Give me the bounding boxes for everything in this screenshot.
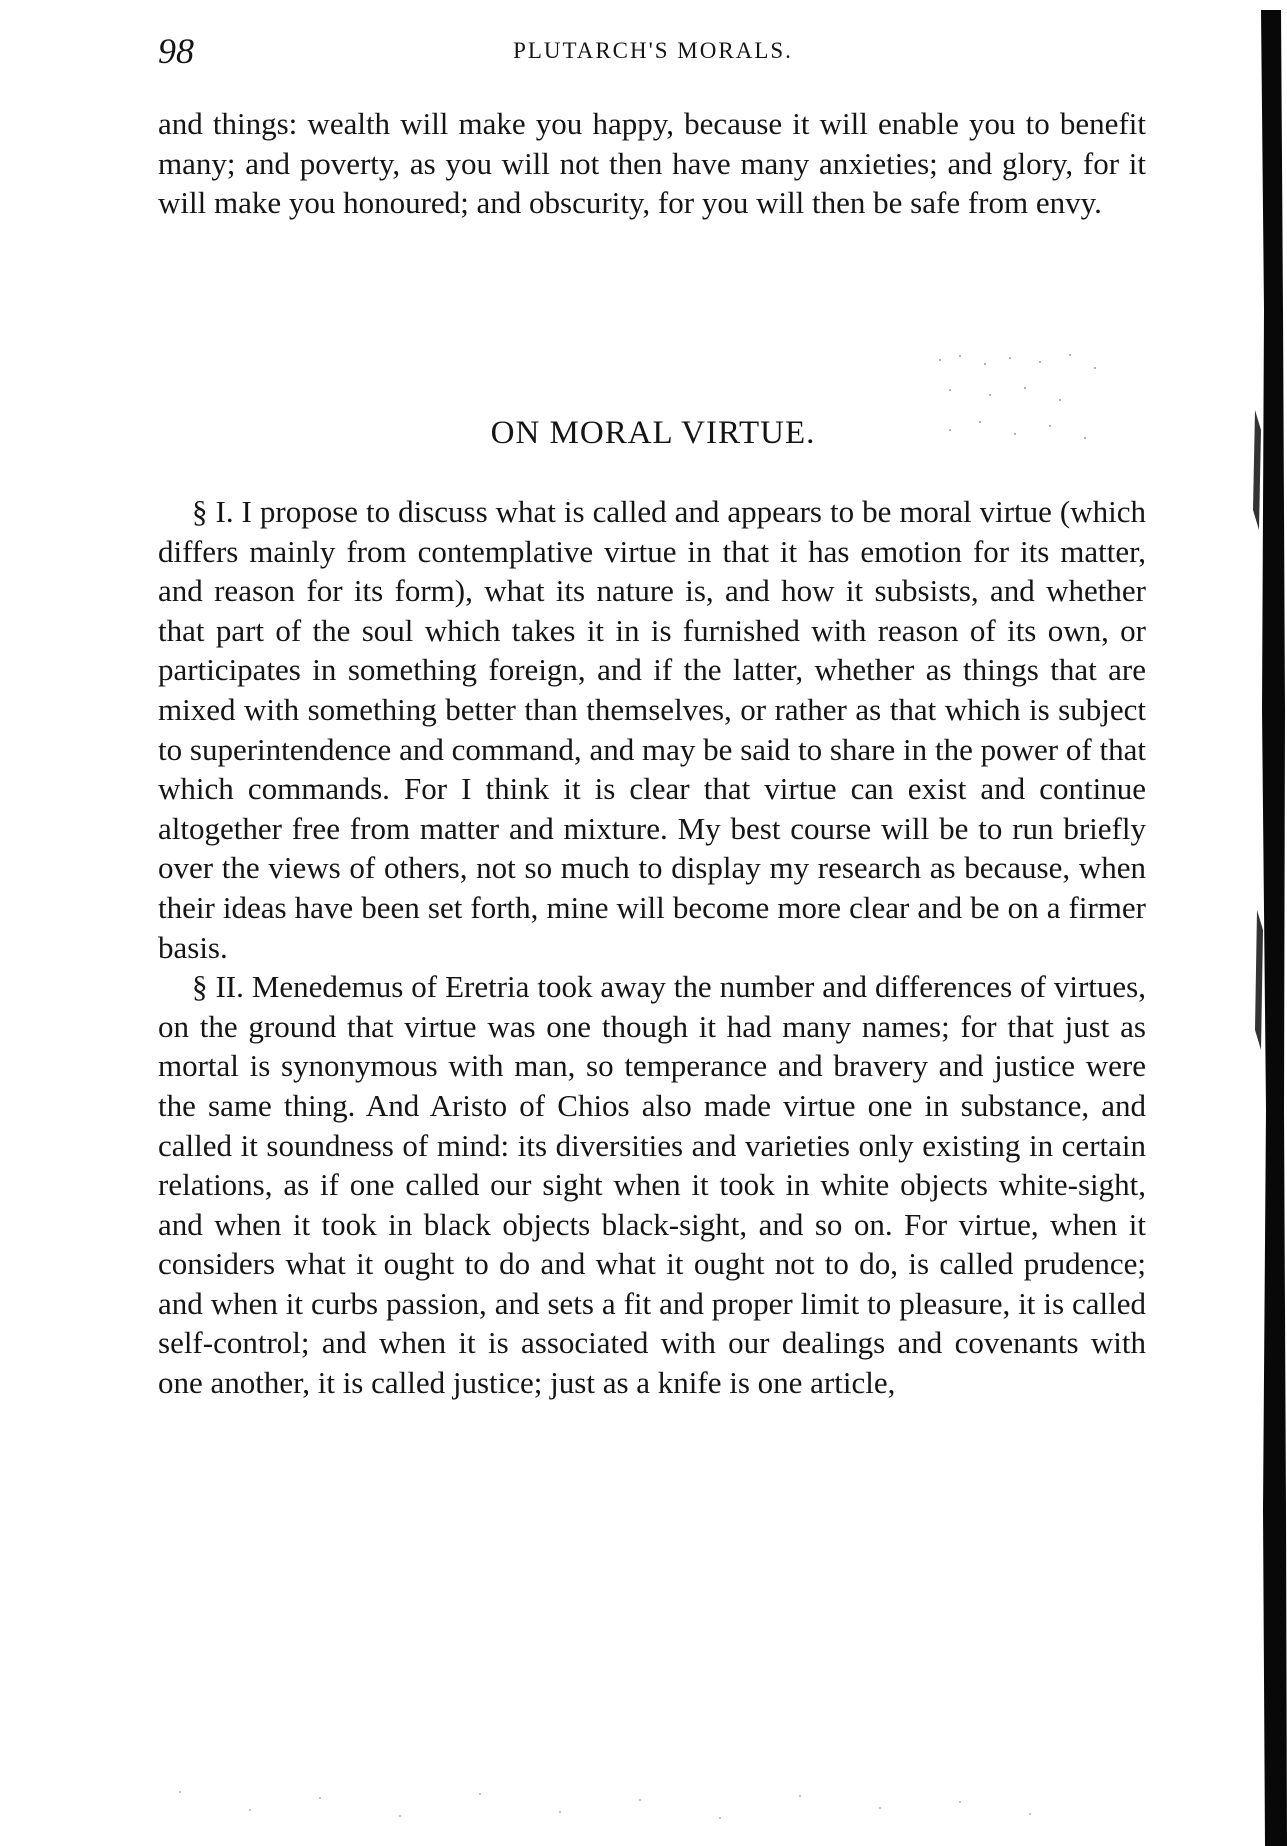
paragraph-section-1: § I. I propose to discuss what is called and appears to be moral virtue (which differs mainly from contemplative virtue in that it has emotion for its matter, and reason for its form), what its nature is, and how it subsists, and whether that part of the soul which takes it in is furnished with reason of its own, or participates in something foreign, and if the latter, whether as things that are mixed with something better than themselves, or rather as that which is subject to superintendence and command, and may be said to share in the power of that which commands. For I think it is clear that virtue can exist and continue altogether free from matter and mixture. My best course will be to run briefly over the views of others, not so much to display my research as because, when their ideas have been set forth, mine will become more clear and be on a firmer basis. bbox=[158, 494, 1146, 965]
continuation-paragraph: and things: wealth will make you happy, because it will enable you to benefit many; and poverty, as you will not then have many anxieties; and glory, for it will make you honoured; and obscurity, for you will then be safe from envy. bbox=[158, 106, 1146, 221]
section-body bbox=[158, 492, 1146, 1403]
scan-speckle-noise bbox=[930, 350, 1130, 450]
scan-speckle-noise-bottom bbox=[160, 1782, 1060, 1832]
continuation-text-block bbox=[158, 104, 1146, 223]
running-head: PLUTARCH'S MORALS. bbox=[513, 38, 793, 63]
section-title: ON MORAL VIRTUE. bbox=[490, 415, 816, 451]
paragraph-section-2: § II. Menedemus of Eretria took away the number and differences of virtues, on the ground that virtue was one though it had many names; for that just as mortal is synonymous with man, so temperance and bravery and justice were the same thing. And Aristo of Chios also made virtue one in substance, and called it soundness of mind: its diversities and varieties only existing in certain relations, as if one called our sight when it took in white objects white-sight, and when it took in black objects black-sight, and so on. For virtue, when it considers what it ought to do and what it ought not to do, is called prudence; and when it curbs passion, and sets a fit and proper limit to pleasure, it is called self-control; and when it is associated with our dealings and covenants with one another, it is called justice; just as a knife is one article, bbox=[158, 969, 1146, 1401]
binding-shadow bbox=[1247, 10, 1287, 1846]
page-number: 98 bbox=[158, 31, 194, 71]
page-header bbox=[158, 30, 1148, 78]
